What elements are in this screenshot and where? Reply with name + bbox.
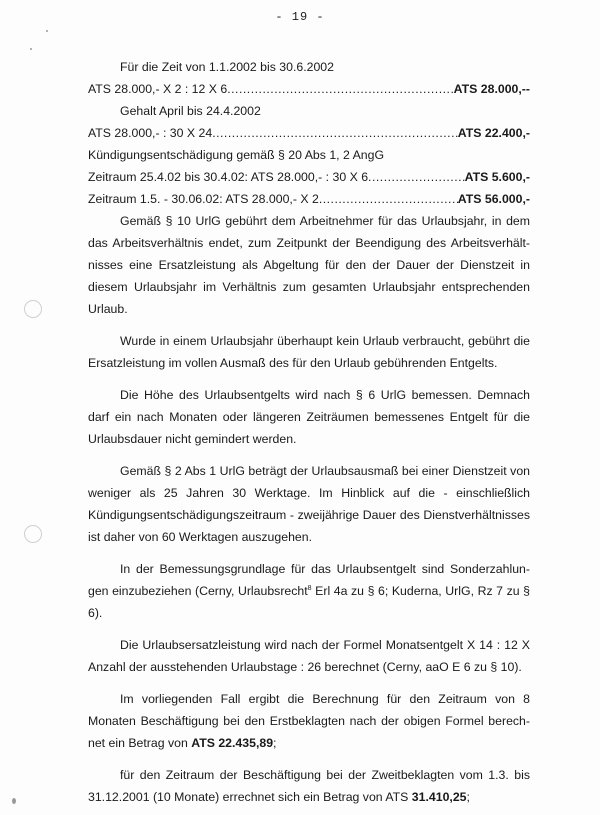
calc-expression: ATS 28.000,- : 30 X 24 [88, 126, 213, 140]
paragraph [88, 764, 530, 808]
paragraph [88, 384, 530, 450]
scan-speck [30, 48, 32, 50]
calc-result: ATS 56.000,- [457, 192, 530, 206]
compensation-heading: Kündigungsentschädigung gemäß § 20 Abs 1, 2 AngG [88, 148, 385, 162]
calc-row [88, 188, 530, 210]
dot-leader [319, 188, 458, 210]
calc-result: ATS 5.600,- [464, 170, 530, 184]
document-body [88, 56, 530, 808]
dot-leader [368, 166, 465, 188]
punch-hole [24, 525, 42, 543]
amount-bold: 31.410,25 [411, 790, 467, 804]
calc-result: ATS 28.000,-- [453, 82, 530, 96]
paragraph-text: für den Zeitraum der Beschäftigung bei der Zweitbeklagten vom 1.3. bis 31.12.2001 (10 Monate) errechnet sich ein Betrag von ATS [88, 768, 530, 804]
calc-expression: Zeitraum 1.5. - 30.06.02: ATS 28.000,- X 2 [88, 192, 319, 206]
amount-bold: ATS 22.435,89 [191, 736, 274, 750]
paragraph-text: ; [466, 790, 470, 804]
paragraph-text: Wurde in einem Urlaubsjahr überhaupt kein Urlaub verbraucht, gebührt die Ersatzleistung im vollen Ausmaß des für den Urlaub gebührenden Entgelts. [88, 334, 530, 370]
paragraph-text: Im vorliegenden Fall ergibt die Berechnung für den Zeitraum von 8 Monaten Beschäftigung bei den Erstbeklagten nach der obigen Formel berech-net ein Betrag von [88, 692, 530, 750]
page-number: - 19 - [275, 10, 325, 24]
calc-row [88, 78, 530, 100]
paragraph [88, 210, 530, 320]
paragraph [88, 330, 530, 374]
punch-hole [24, 300, 42, 318]
paragraph-text: Die Höhe des Urlaubsentgelts wird nach § 6 UrlG bemessen. Demnach darf ein nach Monaten oder längeren Zeiträumen bemessenes Entgelt für die Urlaubsdauer nicht gemindert werden. [88, 388, 530, 446]
salary-heading: Gehalt April bis 24.4.2002 [120, 104, 261, 118]
calc-row [88, 166, 530, 188]
paragraph-text: Gemäß § 2 Abs 1 UrlG beträgt der Urlaubsausmaß bei einer Dienstzeit von weniger als 25 Jahren 30 Werktage. Im Hinblick auf die - einschließlich Kündigungsentschädigungszeitraum - zweijährige Dauer des Dienstverhältnisses ist daher von 60 Werktagen auszugehen. [88, 464, 530, 544]
calc-row [88, 122, 530, 144]
dot-leader [227, 78, 453, 100]
calc-expression: ATS 28.000,- X 2 : 12 X 6 [88, 82, 228, 96]
scan-speck [46, 30, 48, 32]
paragraph-text: In der Bemessungsgrundlage für das Urlaubsentgelt sind Sonderzahlun-gen einzubeziehen (Cerny, Urlaubsrecht [88, 562, 530, 598]
paragraph [88, 688, 530, 754]
calc-expression: Zeitraum 25.4.02 bis 30.4.02: ATS 28.000,- : 30 X 6 [88, 170, 369, 184]
period-heading: Für die Zeit von 1.1.2002 bis 30.6.2002 [120, 60, 334, 74]
paragraph [88, 558, 530, 624]
paragraph-text: Erl 4a zu § 6; Kuderna, UrlG, Rz 7 zu § 6). [88, 584, 530, 620]
paragraph-text: Die Urlaubsersatzleistung wird nach der Formel Monatsentgelt X 14 : 12 X Anzahl der ausstehenden Urlaubstage : 26 berechnet (Cerny, aaO E 6 zu § 10). [88, 638, 530, 674]
paragraph-text: Gemäß § 10 UrlG gebührt dem Arbeitnehmer für das Urlaubsjahr, in dem das Arbeitsverhältnis endet, zum Zeitpunkt der Beendigung des Arbeitsverhält-nisses eine Ersatzleistung als Abgeltung für den der Dauer der Dienstzeit in diesem Urlaubsjahr im Verhältnis zum gesamten Urlaubsjahr entsprechenden Urlaub. [88, 214, 530, 316]
superscript: 8 [307, 584, 312, 592]
paragraph-text: ; [273, 736, 277, 750]
scan-speck [12, 798, 16, 804]
calc-result: ATS 22.400,- [457, 126, 530, 140]
dot-leader [212, 122, 458, 144]
paragraph [88, 460, 530, 548]
paragraph [88, 634, 530, 678]
